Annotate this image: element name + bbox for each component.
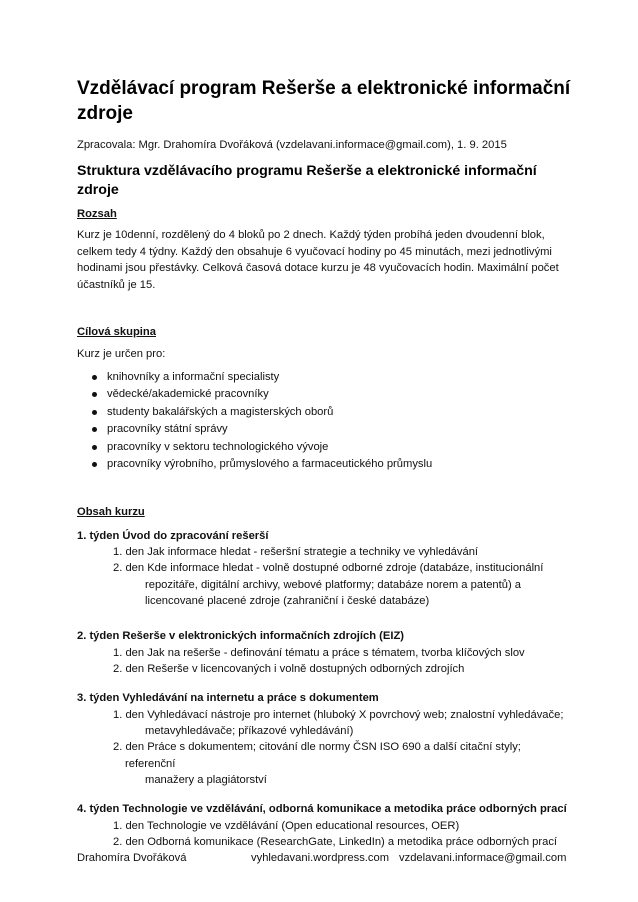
week-title: 4. týden Technologie ve vzdělávání, odborná komunikace a metodika práce odborných prací [77,803,567,816]
document-page [77,70,572,850]
day-item [77,739,572,788]
day-item: 2. den Rešerše v licencovaných i volně dostupných odborných zdrojích [113,662,465,675]
content-heading: Obsah kurzu [77,505,145,518]
document-subtitle: Struktura vzdělávacího programu Rešerše a elektronické informační zdroje [77,163,537,198]
day-item-continuation: repozitáře, digitální archivy, webové platformy; databáze norem a patentů) a [145,578,522,591]
scope-section [77,207,572,293]
week-title: 3. týden Vyhledávání na internetu a práce s dokumentem [77,692,379,705]
footer-email[interactable]: vzdelavani.informace@gmail.com [399,852,567,864]
day-item-continuation: manažery a plagiátorství [145,773,267,786]
day-item-line: 2. den Práce s dokumentem; citování dle normy ČSN ISO 690 a další citační styly; referenční [113,741,521,770]
week-4 [77,802,572,850]
week-days [77,818,572,851]
scope-heading: Rozsah [77,208,117,220]
day-item-line: 1. den Vyhledávací nástroje pro internet (hluboký X povrchový web; znalostní vyhledávače; [113,708,564,721]
target-list [77,369,572,474]
content-section [77,505,572,851]
footer-website[interactable]: vyhledavani.wordpress.com [251,852,390,864]
target-intro: Kurz je určen pro: [77,348,166,360]
day-item [77,707,572,740]
week-3 [77,691,572,788]
list-item: pracovníky výrobního, průmyslového a farmaceutického průmyslu [77,456,572,474]
day-item: 2. den Odborná komunikace (ResearchGate, LinkedIn) a metodika práce odborných prací [113,836,558,849]
day-item: 1. den Jak informace hledat - rešeršní strategie a techniky ve vyhledávání [113,546,479,558]
list-item: studenty bakalářských a magisterských oborů [77,404,572,422]
list-item: vědecké/akademické pracovníky [77,386,572,404]
week-title: 2. týden Rešerše v elektronických informačních zdrojích (EIZ) [77,630,405,643]
day-item [77,560,572,609]
day-item-line: 2. den Kde informace hledat - volně dostupné odborné zdroje (databáze, institucionální [113,562,544,575]
week-days [77,544,572,609]
week-title: 1. týden Úvod do zpracování rešerší [77,529,269,542]
day-item: 1. den Technologie ve vzdělávání (Open educational resources, OER) [113,819,460,832]
scope-text: Kurz je 10denní, rozdělený do 4 bloků po 2 dnech. Každý týden probíhá jeden dvoudenní blok, celkem tedy 4 týdny. Každý den obsahuje 6 vyučovací hodiny po 45 minutách, mezi jednotlivými hodinami jsou přestávky. Celková časová dotace kurzu je 48 vyučovacích hodin. Maximální počet účastníků je 15. [77,229,559,291]
byline: Zpracovala: Mgr. Drahomíra Dvořáková (vzdelavani.informace@gmail.com), 1. 9. 2015 [77,139,507,151]
day-item: 1. den Jak na rešerše - definování tématu a práce s tématem, tvorba klíčových slov [113,646,525,659]
week-1 [77,529,572,610]
week-2 [77,629,572,677]
week-days [77,707,572,788]
document-title: Vzdělávací program Rešerše a elektronické informační zdroje [77,78,571,124]
target-section [77,325,572,474]
day-item-continuation: licencované placené zdroje (zahraniční i české databáze) [145,594,430,607]
target-heading: Cílová skupina [77,326,156,338]
day-item-continuation: metavyhledávače; příkazové vyhledávání) [145,725,354,738]
list-item: knihovníky a informační specialisty [77,369,572,387]
week-days [77,645,572,678]
list-item: pracovníky v sektoru technologického vývoje [77,439,572,457]
footer-author: Drahomíra Dvořáková [77,852,187,864]
list-item: pracovníky státní správy [77,421,572,439]
